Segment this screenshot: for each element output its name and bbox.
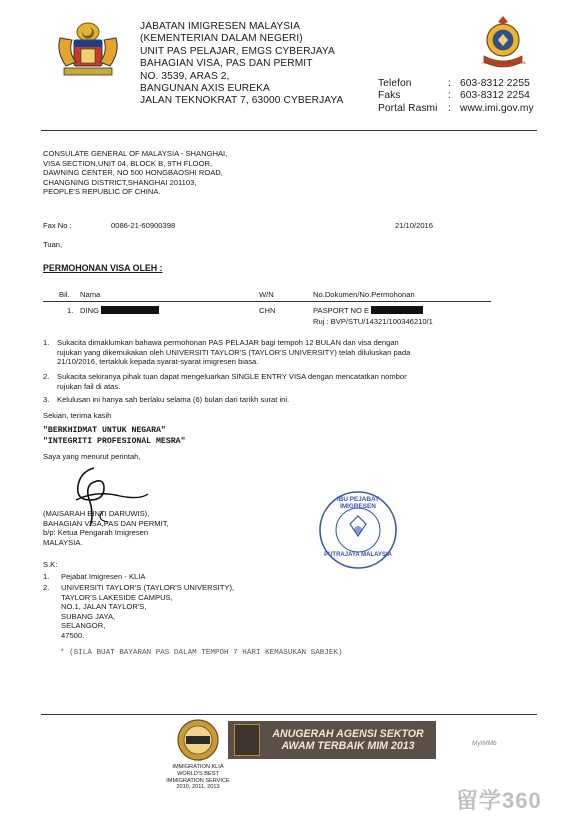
recipient-address [43,149,227,197]
footer-divider [41,714,537,715]
cc-item-2 [43,583,234,641]
cc-line: Pejabat Imigresen - KLIA [61,572,146,581]
paragraph-number: 1. [43,338,50,347]
cc-line: TAYLOR'S LAKESIDE CAMPUS, [61,592,173,602]
letter-date: 21/10/2016 [395,221,434,230]
cc-line: SUBANG JAYA, [61,611,116,621]
coat-of-arms-logo [52,20,124,80]
salutation: Tuan, [43,240,63,249]
banner-line: AWAM TERBAIK MIM 2013 [281,740,415,752]
cc-label: S.K: [43,560,58,569]
recipient-line: CHANGNING DISTRICT,SHANGHAI 201103, [43,177,197,187]
recipient-line: CONSULATE GENERAL OF MALAYSIA - SHANGHAI, [43,149,228,158]
applicant-name-text: DING [80,306,99,315]
award-medal-logo [174,718,222,762]
paragraph-2 [43,372,503,391]
badge-caption: IMIGRESEN MALAYSIA [482,60,526,65]
recipient-line: PEOPLE'S REPUBLIC OF CHINA. [43,187,161,197]
contact-value: www.imi.gov.my [460,102,534,114]
header-document: No.Dokumen/No.Permohonan [313,290,415,299]
cc-line: UNIVERSITI TAYLOR'S (TAYLOR'S UNIVERSITY), [61,583,235,592]
award-caption-line: 2010, 2011, 2013 [176,784,220,791]
contact-block: Telefon : 603-8312 2255 Faks : 603-8312 2254 Portal Rasmi : www.imi.gov.my [378,78,534,114]
paragraph-line: rujukan fail di atas. [57,381,121,391]
payment-note: * (SILA BUAT BAYARAN PAS DALAM TEMPOH 7 HARI KEMASUKAN SABJEK) [60,649,343,657]
contact-label: Faks [378,90,401,102]
award-caption-line: IMMIGRATION SERVICE [166,777,230,784]
cc-number: 1. [43,572,50,581]
row-no: 1. [67,306,74,315]
motto-line: "BERKHIDMAT UNTUK NEGARA" [43,426,166,435]
closing-obedient: Saya yang menurut perintah, [43,452,141,461]
paragraph-line: Sukacita dimaklumkan bahawa permohonan PAS PELAJAR bagi tempoh 12 BULAN dan visa dengan [57,338,399,347]
header-divider [41,130,537,131]
header-nationality: W/N [259,290,274,299]
contact-value: 603-8312 2255 [460,78,530,89]
redaction-bar [101,306,159,314]
paragraph-3 [43,395,503,405]
table-header-row [43,290,491,301]
table-header-rule [43,301,491,302]
contact-value: 603-8312 2254 [460,90,530,102]
passport-text: PASPORT NO E [313,306,370,315]
recipient-line: VISA SECTION,UNIT 04, BLOCK B, 9TH FLOOR, [43,158,213,168]
award-caption-line: IMMIGRATION KLIA [172,764,224,770]
fax-number: 0086-21-60900398 [111,221,176,230]
header-no: Bil. [59,290,70,299]
watermark: 留学360 [456,788,542,813]
cc-line: SELANGOR, [61,621,106,631]
signatory-line: (MAISARAH BINTI DARUWIS), [43,509,150,518]
cc-number: 2. [43,583,50,592]
footer-initials: MyIMMb [472,740,497,747]
fax-label: Fax No : [43,221,72,230]
applicant-name [80,306,159,316]
paragraph-1 [43,338,503,367]
stamp-text-bottom: PUTRAJAYA MALAYSIA [324,552,392,558]
paragraph-number: 2. [43,372,50,381]
signatory-block [43,509,169,547]
header-name: Nama [80,290,101,299]
table-row [43,306,491,332]
row-passport [313,306,423,316]
contact-label: Telefon [378,78,412,89]
row-nationality: CHN [259,306,276,315]
award-caption [150,764,246,791]
banner-emblem-icon [234,724,260,756]
cc-item-1 [43,572,145,582]
letterhead-line: NO. 3539, ARAS 2, [140,70,230,82]
letterhead-line: BAHAGIAN VISA, PAS DAN PERMIT [140,58,313,70]
letterhead-line: (KEMENTERIAN DALAM NEGERI) [140,33,303,45]
row-reference: Ruj : BVP/STU/14321/100346210/1 [313,317,433,326]
subject-heading: PERMOHONAN VISA OLEH : [43,263,163,273]
award-caption-line: WORLD'S BEST [177,770,219,777]
signatory-line: BAHAGIAN VISA,PAS DAN PERMIT, [43,518,169,528]
paragraph-line: Sukacita sekiranya pihak tuan dapat mengeluarkan SINGLE ENTRY VISA dengan mencatatkan nombor [57,372,407,381]
paragraph-line: Kelulusan ini hanya sah berlaku selama (6) bulan dari tarikh surat ini. [57,395,290,404]
letterhead-line: BANGUNAN AXIS EUREKA [140,83,270,95]
award-banner [228,721,436,759]
contact-label: Portal Rasmi [378,102,438,114]
letterhead-line: JALAN TEKNOKRAT 7, 63000 CYBERJAYA [140,95,344,107]
letterhead-line: JABATAN IMIGRESEN MALAYSIA [140,21,300,32]
redaction-bar [371,306,423,314]
paragraph-number: 3. [43,395,50,404]
signatory-line: MALAYSIA. [43,537,83,547]
letterhead-line: UNIT PAS PELAJAR, EMGS CYBERJAYA [140,45,335,57]
applicant-table [43,290,491,332]
paragraph-line: 21/10/2016, tertakluk kepada syarat-syarat imigresen biasa. [57,357,259,367]
stamp-text-top: IBU PEJABAT IMIGRESEN [336,496,380,510]
signatory-line: b/p: Ketua Pengarah Imigresen [43,528,149,538]
motto-line: "INTEGRITI PROFESIONAL MESRA" [43,437,186,446]
banner-line: ANUGERAH AGENSI SEKTOR [272,728,424,740]
closing-thanks: Sekian, terima kasih [43,411,112,420]
cc-line: 47500. [61,630,85,640]
cc-line: NO.1, JALAN TAYLOR'S, [61,602,147,612]
paragraph-line: rujukan yang dikemukakan oleh UNIVERSITI TAYLOR'S (TAYLOR'S UNIVERSITY) telah diluluskan pada [57,347,411,357]
recipient-line: DAWNING CENTER, NO 500 HONGBAOSHI ROAD, [43,168,223,178]
letterhead-address [140,21,343,108]
